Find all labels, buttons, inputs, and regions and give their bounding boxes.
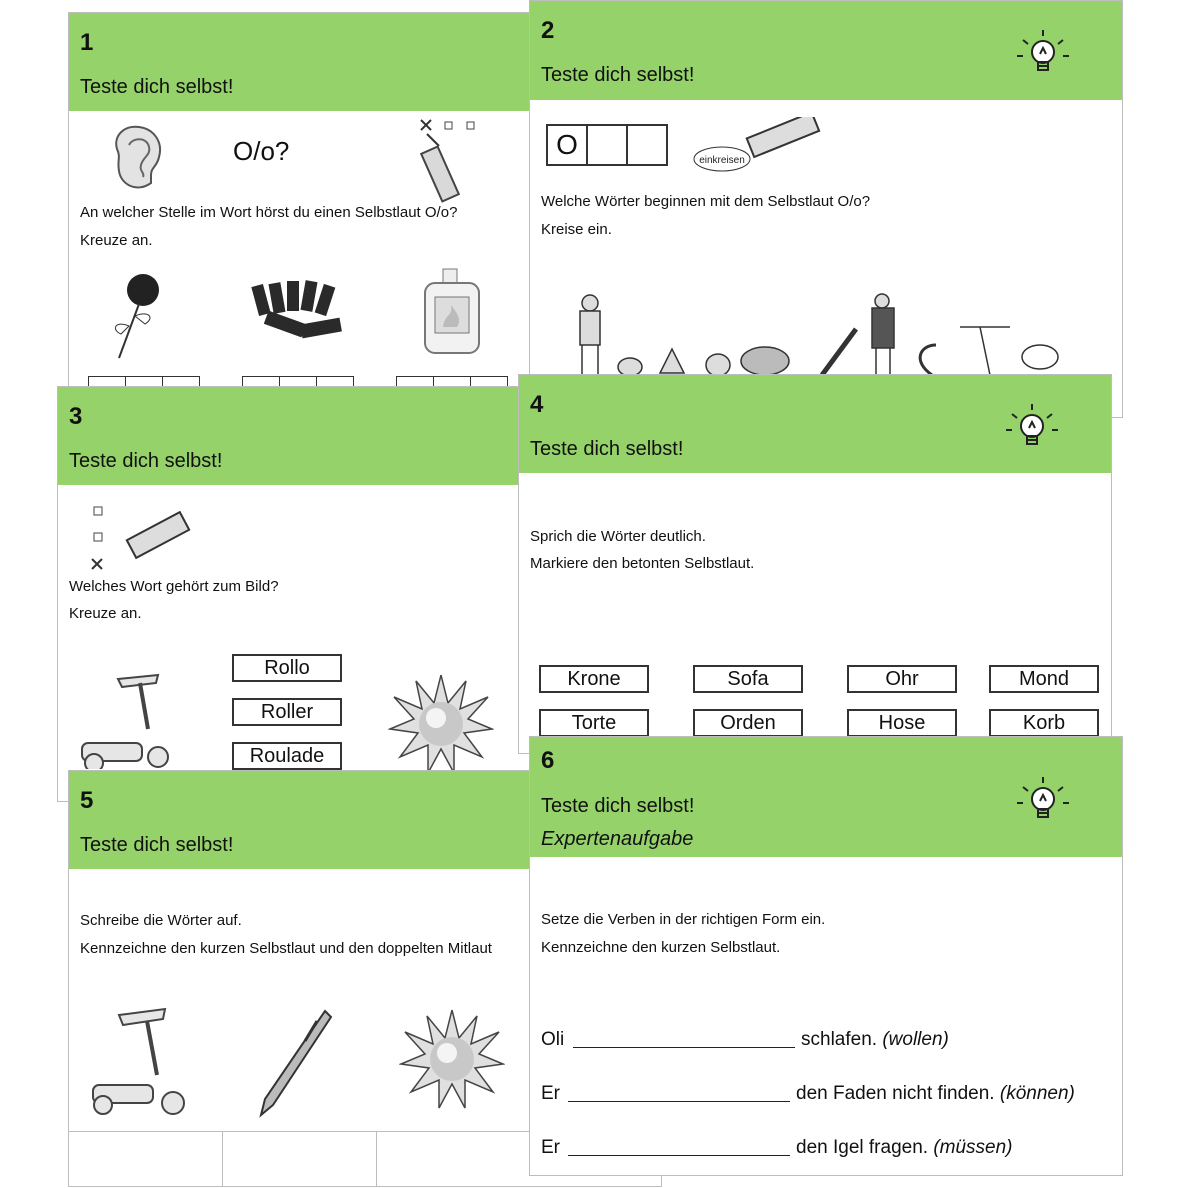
lightbulb-icon: [1015, 775, 1071, 831]
sentence-rest: den Faden nicht finden. (können): [796, 1083, 1075, 1104]
instruction-2: Kreise ein.: [541, 221, 612, 238]
sentence-subject: Er: [541, 1083, 560, 1104]
card-number: 3: [69, 403, 83, 430]
writing-cell[interactable]: [377, 1132, 537, 1187]
instruction-1: Sprich die Wörter deutlich.: [530, 528, 706, 545]
letter-box-grid: [546, 124, 668, 166]
letter-box: O: [546, 124, 588, 166]
card-2: [529, 0, 1123, 418]
sun-image: [399, 1007, 505, 1109]
lightbulb-icon: [1015, 28, 1071, 84]
card-number: 2: [541, 17, 555, 44]
sun-image: [388, 673, 494, 773]
card-4: [518, 374, 1112, 754]
pencil-label: einkreisen: [699, 155, 745, 166]
instruction-1: Schreibe die Wörter auf.: [80, 912, 242, 929]
word-pictures-strip: [560, 287, 1100, 377]
sentence-subject: Er: [541, 1137, 560, 1158]
pencil-cross-icon: [417, 116, 481, 206]
word-option[interactable]: Roulade: [232, 742, 342, 770]
pen-image: [255, 1007, 335, 1119]
writing-cells: [69, 1131, 539, 1187]
instruction-2: Kreuze an.: [80, 232, 153, 249]
scooter-image: [78, 669, 178, 769]
card-number: 6: [541, 747, 555, 774]
card-6: [529, 736, 1123, 1176]
word-card[interactable]: Ohr: [847, 665, 957, 693]
card-3: [57, 386, 532, 802]
stove-image: [419, 267, 485, 361]
blank-input[interactable]: [568, 1155, 790, 1156]
pencil-circle-icon: [692, 117, 822, 173]
sentence-rest: schlafen. (wollen): [801, 1029, 949, 1050]
verb-hint: (können): [999, 1083, 1075, 1104]
card-title: Teste dich selbst!: [541, 795, 695, 817]
lightbulb-icon: [1004, 402, 1060, 458]
card-header: [58, 387, 531, 485]
word-card[interactable]: Torte: [539, 709, 649, 737]
card-header: [519, 375, 1111, 473]
word-option[interactable]: Rollo: [232, 654, 342, 682]
writing-cell[interactable]: [223, 1132, 377, 1187]
word-card[interactable]: Mond: [989, 665, 1099, 693]
vowel-question: O/o?: [233, 136, 290, 166]
word-card[interactable]: Hose: [847, 709, 957, 737]
rose-image: [105, 270, 169, 362]
instruction-1: Welche Wörter beginnen mit dem Selbstlaut O/o?: [541, 193, 871, 210]
blank-input[interactable]: [573, 1047, 795, 1048]
instruction-1: An welcher Stelle im Wort hörst du einen Selbstlaut O/o?: [80, 204, 458, 221]
card-title: Teste dich selbst!: [541, 64, 695, 86]
sentence-rest: den Igel fragen. (müssen): [796, 1137, 1013, 1158]
instruction-2: Kennzeichne den kurzen Selbstlaut und den doppelten Mitlaut: [80, 940, 492, 957]
domino-image: [245, 275, 361, 355]
ear-icon: [107, 123, 167, 195]
verb-hint: (wollen): [882, 1029, 949, 1050]
card-header: [530, 737, 1122, 857]
card-title: Teste dich selbst!: [80, 834, 234, 856]
card-number: 5: [80, 787, 94, 814]
instruction-2: Kennzeichne den kurzen Selbstlaut.: [541, 939, 781, 956]
sentence-subject: Oli: [541, 1029, 565, 1050]
word-card[interactable]: Krone: [539, 665, 649, 693]
card-header: [69, 13, 542, 111]
card-header: [530, 1, 1122, 100]
card-number: 1: [80, 29, 94, 56]
word-option[interactable]: Roller: [232, 698, 342, 726]
verb-hint: (müssen): [933, 1137, 1013, 1158]
word-card[interactable]: Sofa: [693, 665, 803, 693]
letter-box: [628, 124, 668, 166]
word-card[interactable]: Orden: [693, 709, 803, 737]
card-1: [68, 12, 543, 402]
instruction-1: Setze die Verben in der richtigen Form ein.: [541, 911, 826, 928]
card-subtitle: Expertenaufgabe: [541, 828, 694, 850]
card-title: Teste dich selbst!: [69, 450, 223, 472]
pencil-cross-icon: [88, 503, 192, 577]
blank-input[interactable]: [568, 1101, 790, 1102]
word-card[interactable]: Korb: [989, 709, 1099, 737]
letter-box: [588, 124, 628, 166]
instruction-2: Kreuze an.: [69, 605, 142, 622]
writing-cell[interactable]: [69, 1132, 223, 1187]
card-number: 4: [530, 391, 544, 418]
card-title: Teste dich selbst!: [80, 76, 234, 98]
scooter-image: [89, 1005, 189, 1117]
card-title: Teste dich selbst!: [530, 438, 684, 460]
instruction-1: Welches Wort gehört zum Bild?: [69, 578, 279, 595]
instruction-2: Markiere den betonten Selbstlaut.: [530, 555, 755, 572]
